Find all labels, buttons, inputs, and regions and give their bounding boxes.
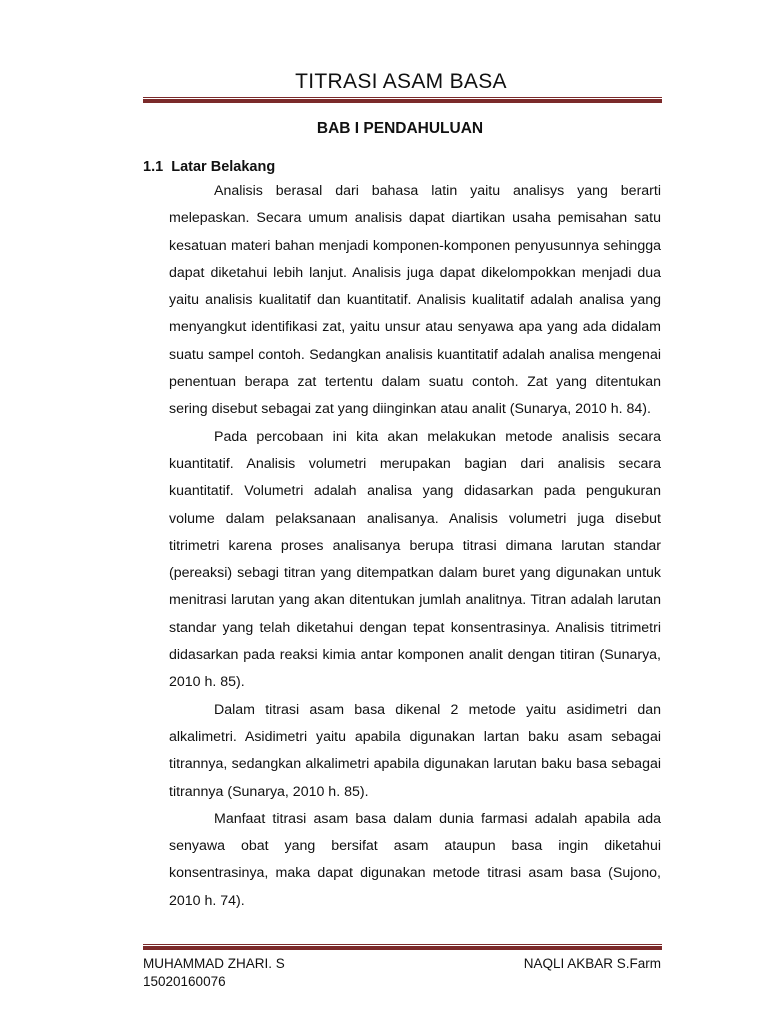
section-number: 1.1 xyxy=(143,159,164,175)
footer-supervisor: NAQLI AKBAR S.Farm xyxy=(523,956,661,971)
paragraph: Analisis berasal dari bahasa latin yaitu analisys yang berarti melepaskan. Secara umum analisis dapat diartikan usaha pemisahan satu kesatuan materi bahan menjadi komponen-komponen penyusunnya sehingga dapat diketahui lebih lanjut. Analisis juga dapat dikelompokkan menjadi dua yaitu analisis kualitatif dan kuantitatif. Analisis kualitatif adalah analisa yang menyangkut identifikasi zat, yaitu unsur atau senyawa apa yang ada didalam suatu sampel contoh. Sedangkan analisis kuantitatif adalah analisa mengenai penentuan berapa zat tertentu dalam suatu contoh. Zat yang ditentukan sering disebut sebagai zat yang diinginkan atau analit (Sunarya, 2010 h. 84). xyxy=(169,183,661,418)
author-id: 15020160076 xyxy=(143,974,226,989)
body-text xyxy=(169,178,661,915)
header-divider xyxy=(143,97,662,103)
page-title: TITRASI ASAM BASA xyxy=(295,70,507,93)
paragraph: Manfaat titrasi asam basa dalam dunia farmasi adalah apabila ada senyawa obat yang bersifat asam ataupun basa ingin diketahui konsentrasinya, maka dapat digunakan metode titrasi asam basa (Sujono, 2010 h. 74). xyxy=(169,810,661,909)
author-name: MUHAMMAD ZHARI. S xyxy=(143,956,285,971)
section-heading xyxy=(143,159,275,175)
paragraph: Pada percobaan ini kita akan melakukan metode analisis secara kuantitatif. Analisis volumetri merupakan bagian dari analisis secara kuantitatif. Volumetri adalah analisa yang didasarkan pada pengukuran volume dalam pelaksanaan analisanya. Analisis volumetri juga disebut titrimetri karena proses analisanya berupa titrasi dimana larutan standar (pereaksi) sebagi titran yang ditempatkan dalam buret yang digunakan untuk menitrasi larutan yang akan ditentukan jumlah analitnya. Titran adalah larutan standar yang telah diketahui dengan tepat konsentrasinya. Analisis titrimetri didasarkan pada reaksi kimia antar komponen analit dengan titiran (Sunarya, 2010 h. 85). xyxy=(169,428,661,691)
paragraph: Dalam titrasi asam basa dikenal 2 metode yaitu asidimetri dan alkalimetri. Asidimetri yaitu apabila digunakan lartan baku asam sebagai titrannya, sedangkan alkalimetri apabila digunakan larutan baku basa sebagai titrannya (Sunarya, 2010 h. 85). xyxy=(169,701,661,800)
chapter-title: BAB I PENDAHULUAN xyxy=(316,120,484,137)
section-title: Latar Belakang xyxy=(171,159,276,175)
footer-author xyxy=(143,955,285,991)
footer-divider xyxy=(143,944,662,950)
